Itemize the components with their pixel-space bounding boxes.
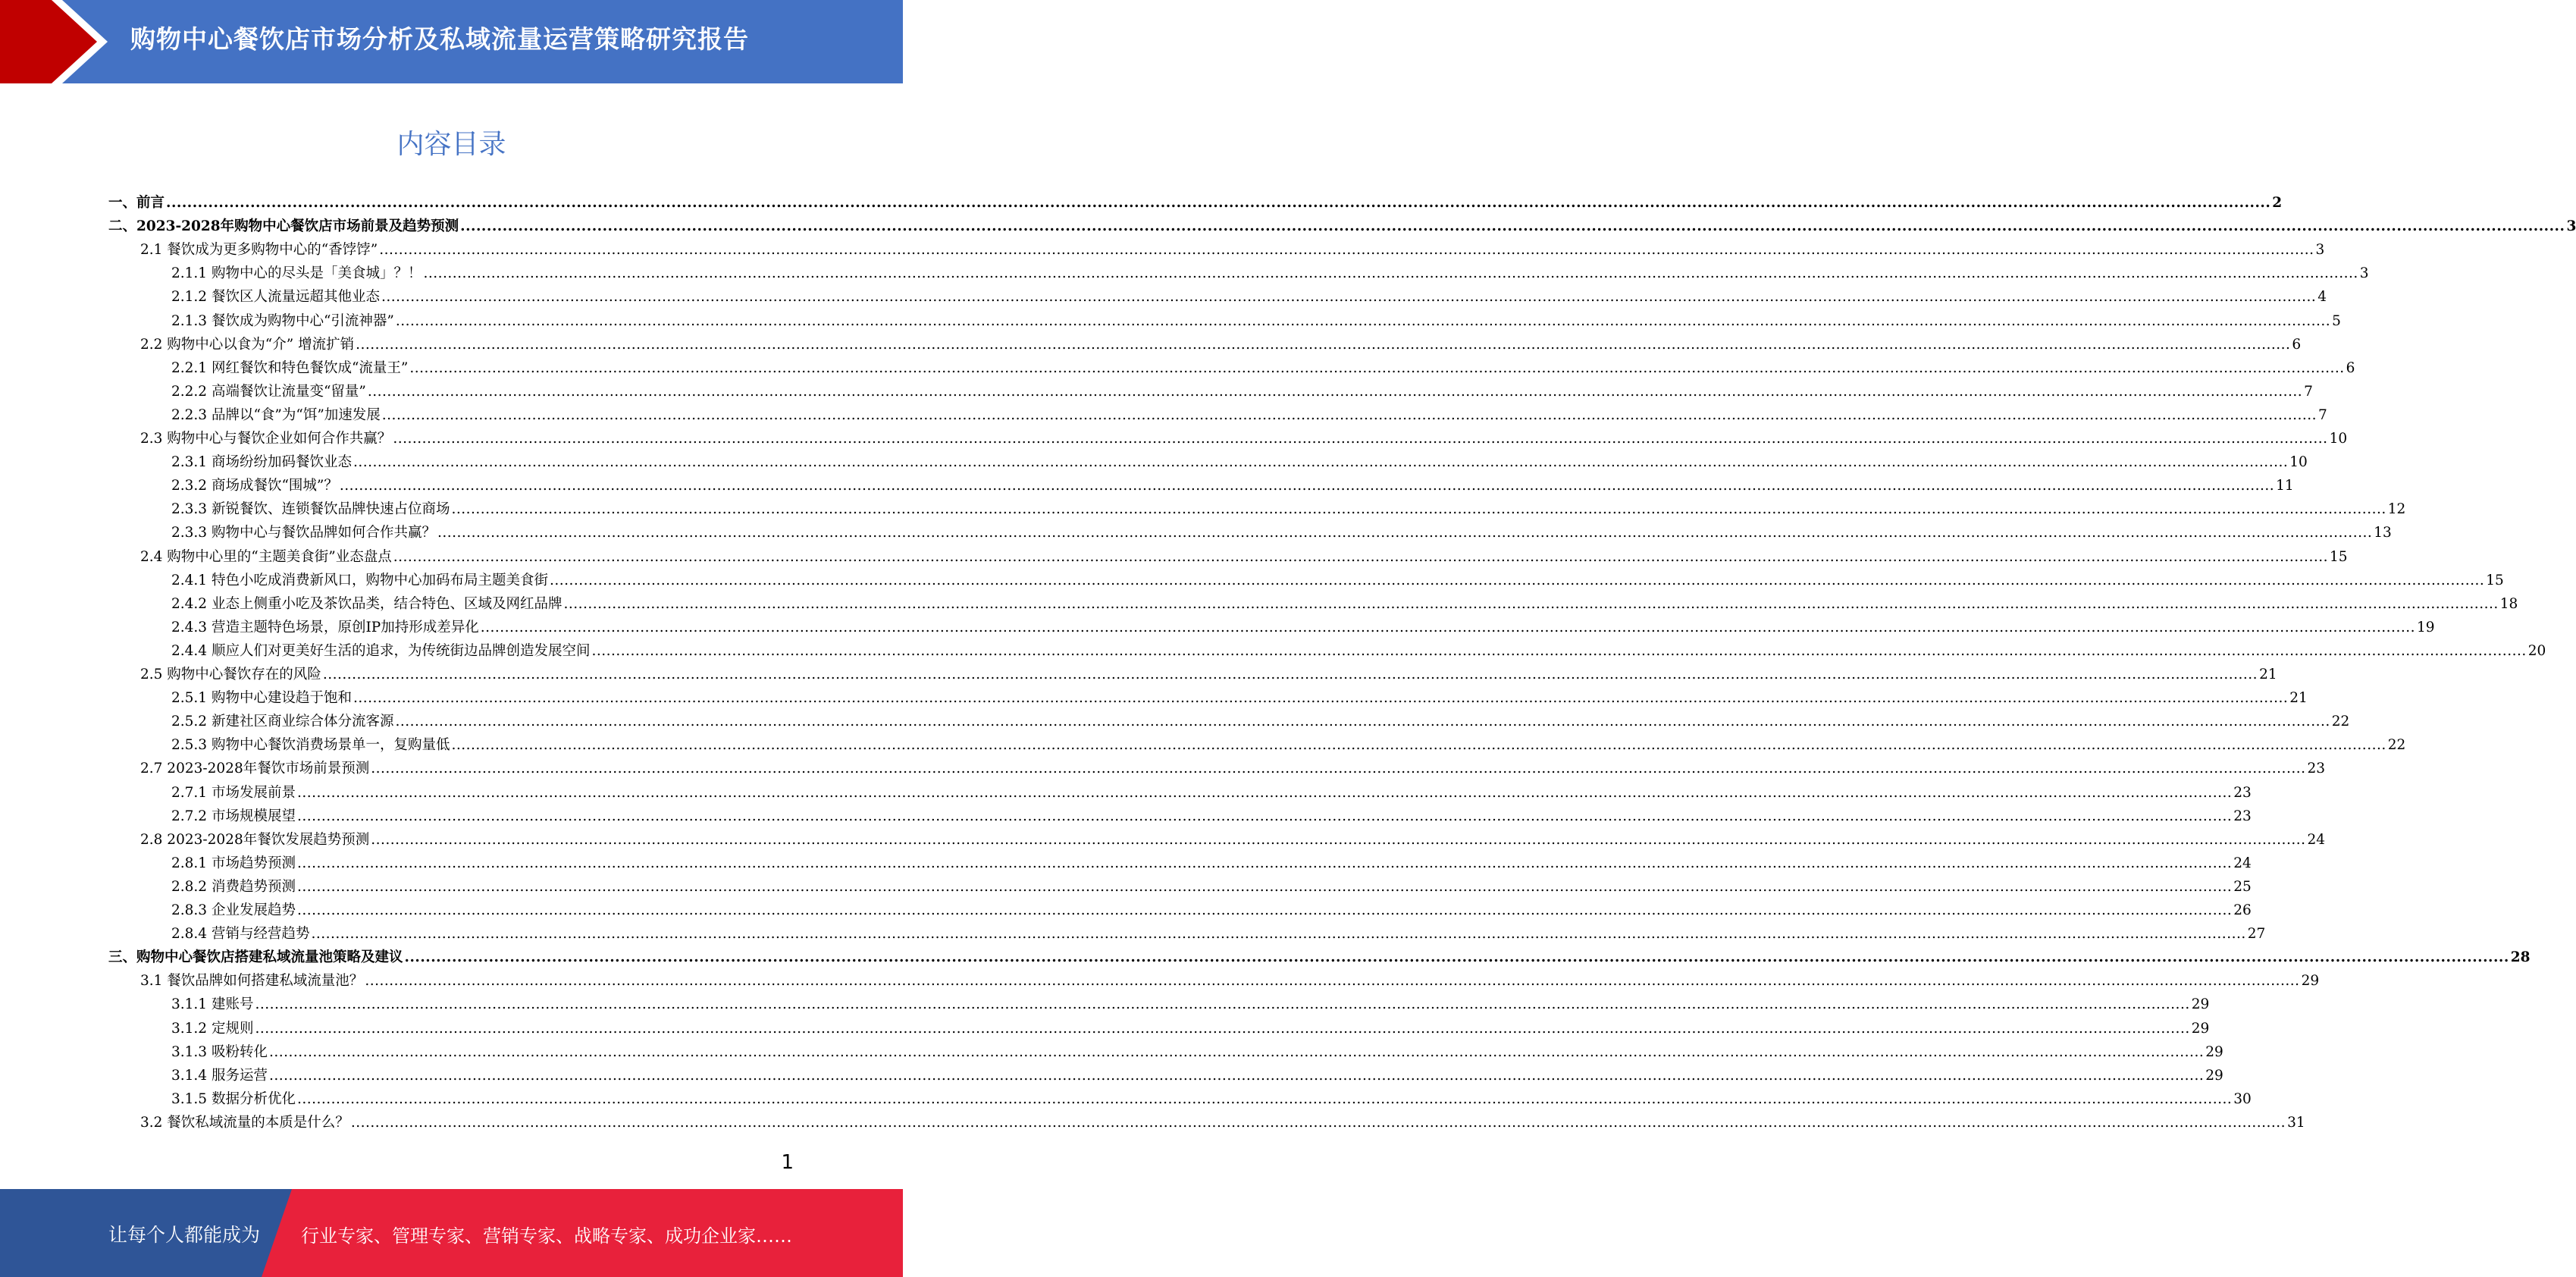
toc-leader-dots: ................................................................................................................................................................................................................................................................................................................................................................................................................ bbox=[393, 431, 2328, 447]
toc-entry[interactable] bbox=[171, 310, 2341, 334]
toc-entry[interactable] bbox=[171, 805, 2252, 829]
toc-entry-page: 10 bbox=[2289, 454, 2308, 471]
footer-slogan-left: 让每个人都能成为 bbox=[108, 1224, 261, 1246]
toc-entry-page: 25 bbox=[2233, 878, 2252, 895]
footer-slogan-right: 行业专家、管理专家、营销专家、战略专家、成功企业家…… bbox=[301, 1225, 792, 1247]
toc-leader-dots: ................................................................................................................................................................................................................................................................................................................................................................................................................ bbox=[268, 1067, 2205, 1084]
toc-entry-label: 3.1.4 服务运营 bbox=[171, 1067, 268, 1084]
toc-leader-dots: ................................................................................................................................................................................................................................................................................................................................................................................................................ bbox=[480, 619, 2415, 635]
toc-entry[interactable] bbox=[171, 569, 2504, 593]
toc-entry-label: 二、2023-2028年购物中心餐饮店市场前景及趋势预测 bbox=[108, 218, 459, 235]
toc-entry[interactable] bbox=[171, 687, 2308, 711]
toc-entry-label: 2.8.4 营销与经营趋势 bbox=[171, 926, 310, 943]
toc-entry[interactable] bbox=[140, 829, 2326, 852]
toc-entry-label: 2.2 购物中心以食为“介” 增流扩销 bbox=[140, 336, 355, 353]
toc-entry-label: 2.4.1 特色小吃成消费新风口，购物中心加码布局主题美食街 bbox=[171, 572, 548, 588]
toc-leader-dots: ................................................................................................................................................................................................................................................................................................................................................................................................................ bbox=[311, 926, 2246, 943]
toc-entry[interactable] bbox=[171, 1018, 2210, 1041]
toc-entry-page: 3 bbox=[2566, 218, 2576, 235]
toc-entry-page: 24 bbox=[2307, 831, 2326, 848]
toc-entry-label: 2.4.2 业态上侧重小吃及茶饮品类，结合特色、区域及网红品牌 bbox=[171, 595, 563, 612]
toc-leader-dots: ................................................................................................................................................................................................................................................................................................................................................................................................................ bbox=[371, 831, 2306, 848]
toc-leader-dots: ................................................................................................................................................................................................................................................................................................................................................................................................................ bbox=[255, 996, 2190, 1013]
toc-leader-dots: ................................................................................................................................................................................................................................................................................................................................................................................................................ bbox=[268, 1043, 2205, 1060]
toc-entry[interactable] bbox=[140, 970, 2320, 993]
toc-entry-page: 21 bbox=[2259, 667, 2277, 682]
toc-entry[interactable] bbox=[171, 381, 2313, 404]
toc-entry[interactable] bbox=[171, 734, 2406, 758]
toc-entry-label: 2.1 餐饮成为更多购物中心的“香饽饽” bbox=[140, 242, 378, 259]
toc-leader-dots: ................................................................................................................................................................................................................................................................................................................................................................................................................ bbox=[379, 242, 2314, 259]
toc-entry[interactable] bbox=[171, 357, 2355, 381]
toc-entry-label: 2.4.3 营造主题特色场景，原创IP加持形成差异化 bbox=[171, 619, 479, 635]
toc-entry-label: 2.5.2 新建社区商业综合体分流客源 bbox=[171, 714, 394, 730]
toc-entry-label: 3.1.5 数据分析优化 bbox=[171, 1090, 296, 1107]
toc-entry[interactable] bbox=[171, 593, 2518, 617]
toc-entry-label: 2.7 2023-2028年餐饮市场前景预测 bbox=[140, 761, 370, 777]
toc-leader-dots: ................................................................................................................................................................................................................................................................................................................................................................................................................ bbox=[591, 642, 2527, 659]
toc-entry-label: 2.4.4 顺应人们对更美好生活的追求，为传统街边品牌创造发展空间 bbox=[171, 642, 591, 659]
toc-entry[interactable] bbox=[108, 946, 2531, 970]
toc-leader-dots: ................................................................................................................................................................................................................................................................................................................................................................................................................ bbox=[549, 572, 2485, 588]
toc-entry-label: 2.5.1 购物中心建设趋于饱和 bbox=[171, 690, 352, 707]
toc-entry-label: 3.1.2 定规则 bbox=[171, 1020, 254, 1037]
toc-entry[interactable] bbox=[140, 1112, 2305, 1135]
toc-entry[interactable] bbox=[171, 1088, 2252, 1112]
toc-entry[interactable] bbox=[171, 498, 2406, 522]
toc-leader-dots: ................................................................................................................................................................................................................................................................................................................................................................................................................ bbox=[393, 548, 2328, 565]
toc-entry-page: 23 bbox=[2233, 808, 2252, 824]
toc-entry[interactable] bbox=[140, 239, 2325, 262]
toc-leader-dots: ................................................................................................................................................................................................................................................................................................................................................................................................................ bbox=[296, 855, 2233, 871]
toc-entry-page: 15 bbox=[2486, 572, 2504, 588]
toc-heading: 内容目录 bbox=[396, 129, 506, 160]
toc-entry[interactable] bbox=[171, 899, 2252, 923]
toc-entry-label: 2.2.2 高端餐饮让流量变“留量” bbox=[171, 383, 366, 400]
toc-entry[interactable] bbox=[171, 1065, 2223, 1088]
toc-entry-page: 29 bbox=[2191, 1020, 2210, 1037]
toc-entry-page: 3 bbox=[2359, 265, 2369, 282]
toc-entry-label: 2.3.3 购物中心与餐饮品牌如何合作共赢？ bbox=[171, 525, 436, 541]
toc-entry-page: 24 bbox=[2233, 855, 2252, 871]
toc-leader-dots: ................................................................................................................................................................................................................................................................................................................................................................................................................ bbox=[381, 289, 2317, 306]
toc-leader-dots: ................................................................................................................................................................................................................................................................................................................................................................................................................ bbox=[381, 406, 2317, 423]
toc-entry[interactable] bbox=[171, 711, 2350, 734]
toc-entry-page: 30 bbox=[2233, 1090, 2252, 1107]
toc-entry-page: 22 bbox=[2331, 714, 2350, 730]
toc-entry[interactable] bbox=[171, 782, 2252, 805]
toc-entry-label: 2.8.1 市场趋势预测 bbox=[171, 855, 296, 871]
toc-entry-label: 3.1.3 吸粉转化 bbox=[171, 1043, 268, 1060]
toc-entry[interactable] bbox=[140, 664, 2277, 687]
toc-entry[interactable] bbox=[171, 640, 2546, 664]
toc-leader-dots: ................................................................................................................................................................................................................................................................................................................................................................................................................ bbox=[296, 1090, 2233, 1107]
toc-leader-dots: ................................................................................................................................................................................................................................................................................................................................................................................................................ bbox=[451, 737, 2386, 754]
toc-entry[interactable] bbox=[171, 286, 2327, 309]
toc-entry[interactable] bbox=[171, 522, 2392, 545]
toc-entry-label: 2.2.3 品牌以“食”为“饵”加速发展 bbox=[171, 406, 381, 423]
toc-entry-page: 27 bbox=[2247, 926, 2266, 943]
toc-entry[interactable] bbox=[171, 1041, 2223, 1065]
toc-entry[interactable] bbox=[108, 215, 2576, 239]
toc-leader-dots: ................................................................................................................................................................................................................................................................................................................................................................................................................ bbox=[371, 761, 2306, 777]
toc-leader-dots: ................................................................................................................................................................................................................................................................................................................................................................................................................ bbox=[350, 1114, 2286, 1131]
toc-entry-label: 2.8.3 企业发展趋势 bbox=[171, 902, 296, 918]
toc-entry-label: 3.2 餐饮私域流量的本质是什么？ bbox=[140, 1114, 349, 1131]
toc-leader-dots: ................................................................................................................................................................................................................................................................................................................................................................................................................ bbox=[353, 690, 2289, 707]
toc-leader-dots: ................................................................................................................................................................................................................................................................................................................................................................................................................ bbox=[451, 501, 2386, 518]
toc-entry-page: 20 bbox=[2527, 642, 2546, 659]
toc-leader-dots: ................................................................................................................................................................................................................................................................................................................................................................................................................ bbox=[166, 195, 2271, 211]
toc-leader-dots: ................................................................................................................................................................................................................................................................................................................................................................................................................ bbox=[322, 667, 2258, 682]
toc-entry-page: 6 bbox=[2346, 359, 2355, 376]
toc-entry-page: 13 bbox=[2374, 525, 2392, 541]
toc-entry-page: 23 bbox=[2307, 761, 2326, 777]
toc-entry-page: 7 bbox=[2304, 383, 2313, 400]
toc-entry[interactable] bbox=[171, 876, 2252, 899]
report-title: 购物中心餐饮店市场分析及私域流量运营策略研究报告 bbox=[130, 24, 749, 54]
toc-entry-page: 4 bbox=[2317, 289, 2327, 306]
toc-entry-label: 2.1.3 餐饮成为购物中心“引流神器” bbox=[171, 312, 394, 329]
toc-entry[interactable] bbox=[140, 428, 2348, 451]
toc-entry-label: 2.7.1 市场发展前景 bbox=[171, 784, 296, 801]
toc-entry-label: 2.3.3 新锐餐饮、连锁餐饮品牌快速占位商场 bbox=[171, 501, 450, 518]
toc-entry[interactable] bbox=[140, 546, 2348, 569]
toc-entry-page: 29 bbox=[2205, 1067, 2223, 1084]
toc-entry[interactable] bbox=[171, 617, 2435, 640]
toc-entry-page: 28 bbox=[2510, 949, 2531, 966]
toc-leader-dots: ................................................................................................................................................................................................................................................................................................................................................................................................................ bbox=[365, 973, 2300, 990]
toc-entry-label: 2.5.3 购物中心餐饮消费场景单一，复购量低 bbox=[171, 737, 450, 754]
toc-entry-page: 5 bbox=[2332, 312, 2341, 329]
toc-entry-label: 2.7.2 市场规模展望 bbox=[171, 808, 296, 824]
toc-entry-label: 3.1.1 建账号 bbox=[171, 996, 254, 1013]
toc-leader-dots: ................................................................................................................................................................................................................................................................................................................................................................................................................ bbox=[437, 525, 2373, 541]
toc-leader-dots: ................................................................................................................................................................................................................................................................................................................................................................................................................ bbox=[296, 808, 2233, 824]
toc-entry-page: 26 bbox=[2233, 902, 2252, 918]
toc-entry-page: 31 bbox=[2287, 1114, 2305, 1131]
page-number: 1 bbox=[781, 1151, 794, 1174]
toc-entry-page: 21 bbox=[2289, 690, 2308, 707]
toc-entry-label: 2.2.1 网红餐饮和特色餐饮成“流量王” bbox=[171, 359, 409, 376]
toc-entry-label: 2.3.2 商场成餐饮“围城”？ bbox=[171, 478, 338, 494]
toc-leader-dots: ................................................................................................................................................................................................................................................................................................................................................................................................................ bbox=[353, 454, 2289, 471]
toc-entry[interactable] bbox=[171, 262, 2369, 286]
toc-entry-page: 29 bbox=[2205, 1043, 2223, 1060]
toc-entry-page: 12 bbox=[2387, 501, 2406, 518]
toc-leader-dots: ................................................................................................................................................................................................................................................................................................................................................................................................................ bbox=[395, 312, 2331, 329]
toc-entry-page: 29 bbox=[2191, 996, 2210, 1013]
toc-entry-page: 3 bbox=[2315, 242, 2325, 259]
toc-entry-page: 19 bbox=[2416, 619, 2435, 635]
toc-entry-label: 2.1.2 餐饮区人流量远超其他业态 bbox=[171, 289, 380, 306]
toc-leader-dots: ................................................................................................................................................................................................................................................................................................................................................................................................................ bbox=[255, 1020, 2190, 1037]
toc-leader-dots: ................................................................................................................................................................................................................................................................................................................................................................................................................ bbox=[460, 218, 2565, 235]
toc-entry-label: 2.4 购物中心里的“主题美食街”业态盘点 bbox=[140, 548, 392, 565]
toc-entry[interactable] bbox=[171, 404, 2327, 428]
toc-entry-page: 29 bbox=[2301, 973, 2320, 990]
toc-entry-label: 2.8 2023-2028年餐饮发展趋势预测 bbox=[140, 831, 370, 848]
toc-entry-page: 15 bbox=[2329, 548, 2348, 565]
toc-entry-label: 2.5 购物中心餐饮存在的风险 bbox=[140, 667, 321, 682]
toc-entry-label: 一、前言 bbox=[108, 195, 165, 211]
toc-entry[interactable] bbox=[171, 451, 2308, 475]
toc-leader-dots: ................................................................................................................................................................................................................................................................................................................................................................................................................ bbox=[296, 784, 2233, 801]
toc-entry-page: 10 bbox=[2329, 431, 2348, 447]
toc-leader-dots: ................................................................................................................................................................................................................................................................................................................................................................................................................ bbox=[367, 383, 2303, 400]
toc-entry-page: 18 bbox=[2499, 595, 2518, 612]
toc-entry-page: 6 bbox=[2292, 336, 2302, 353]
toc-entry-page: 11 bbox=[2276, 478, 2294, 494]
toc-entry-label: 2.3.1 商场纷纷加码餐饮业态 bbox=[171, 454, 352, 471]
toc-entry-label: 3.1 餐饮品牌如何搭建私域流量池？ bbox=[140, 973, 364, 990]
toc-entry-label: 三、购物中心餐饮店搭建私域流量池策略及建议 bbox=[108, 949, 403, 966]
toc-entry[interactable] bbox=[140, 334, 2302, 357]
toc-leader-dots: ................................................................................................................................................................................................................................................................................................................................................................................................................ bbox=[404, 949, 2509, 966]
toc-entry-page: 2 bbox=[2272, 195, 2283, 211]
toc-entry-label: 2.8.2 消费趋势预测 bbox=[171, 878, 296, 895]
toc-leader-dots: ................................................................................................................................................................................................................................................................................................................................................................................................................ bbox=[563, 595, 2499, 612]
toc-entry[interactable] bbox=[140, 758, 2326, 781]
toc-entry-label: 2.1.1 购物中心的尽头是「美食城」？！ bbox=[171, 265, 422, 282]
toc-leader-dots: ................................................................................................................................................................................................................................................................................................................................................................................................................ bbox=[296, 878, 2233, 895]
toc-entry-page: 7 bbox=[2318, 406, 2327, 423]
toc-entry[interactable] bbox=[171, 993, 2210, 1017]
toc-entry-page: 23 bbox=[2233, 784, 2252, 801]
toc-leader-dots: ................................................................................................................................................................................................................................................................................................................................................................................................................ bbox=[296, 902, 2233, 918]
toc-entry[interactable] bbox=[108, 192, 2283, 215]
toc-leader-dots: ................................................................................................................................................................................................................................................................................................................................................................................................................ bbox=[339, 478, 2275, 494]
toc-leader-dots: ................................................................................................................................................................................................................................................................................................................................................................................................................ bbox=[423, 265, 2358, 282]
page-header bbox=[0, 0, 903, 83]
toc-leader-dots: ................................................................................................................................................................................................................................................................................................................................................................................................................ bbox=[395, 714, 2330, 730]
page-footer bbox=[0, 1189, 903, 1277]
toc-entry[interactable] bbox=[171, 923, 2266, 946]
toc-leader-dots: ................................................................................................................................................................................................................................................................................................................................................................................................................ bbox=[356, 336, 2291, 353]
toc-entry-page: 22 bbox=[2387, 737, 2406, 754]
toc-entry[interactable] bbox=[171, 852, 2252, 876]
toc-leader-dots: ................................................................................................................................................................................................................................................................................................................................................................................................................ bbox=[409, 359, 2345, 376]
toc-entry-label: 2.3 购物中心与餐饮企业如何合作共赢？ bbox=[140, 431, 392, 447]
toc-entry[interactable] bbox=[171, 475, 2294, 498]
